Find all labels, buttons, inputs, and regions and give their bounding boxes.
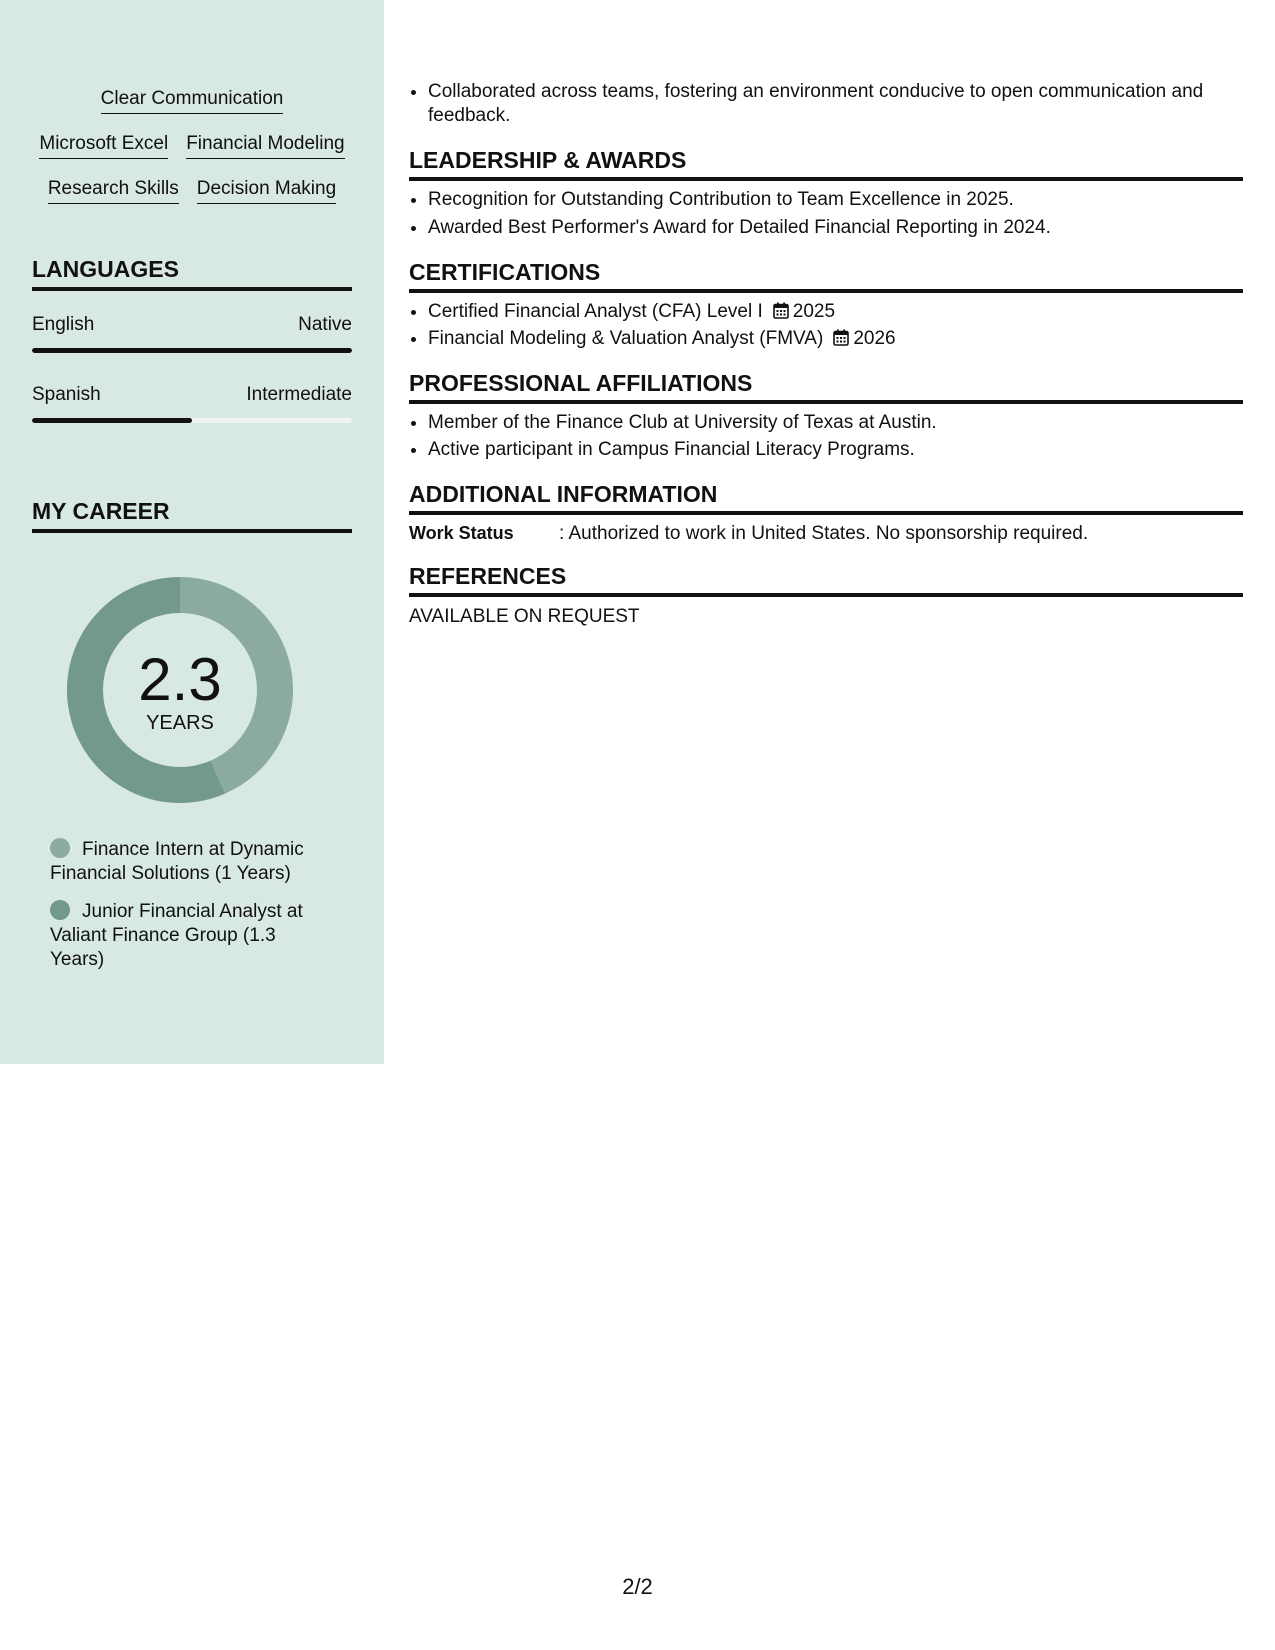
language-bar [32, 418, 352, 423]
career-legend-item [50, 838, 320, 886]
references-heading: REFERENCES [409, 563, 1243, 597]
legend-dot-icon [50, 838, 70, 858]
language-english [32, 314, 352, 353]
language-bar-fill [32, 418, 192, 423]
references-text: AVAILABLE ON REQUEST [409, 606, 640, 627]
language-bar [32, 348, 352, 353]
language-level: Intermediate [246, 384, 352, 405]
affiliation-item: • Active participant in Campus Financial Literacy Programs. [428, 438, 1243, 462]
work-status-row [409, 523, 1243, 545]
additional-heading: ADDITIONAL INFORMATION [409, 481, 1243, 515]
legend-dot-icon [50, 900, 70, 920]
skills-row-1 [32, 88, 352, 114]
certifications-heading: CERTIFICATIONS [409, 259, 1243, 293]
certification-year: 2026 [853, 328, 896, 349]
career-legend-item [50, 900, 320, 972]
language-name: English [32, 314, 95, 335]
calendar-icon [833, 329, 849, 346]
affiliations-list [409, 411, 1243, 462]
work-status-label: Work Status [409, 523, 514, 543]
career-total-years: 2.3 [138, 645, 222, 713]
language-spanish [32, 384, 352, 423]
calendar-icon [773, 302, 789, 319]
skill-chip[interactable]: Financial Modeling [186, 133, 344, 159]
work-status-value: : Authorized to work in United States. No sponsorship required. [559, 523, 1089, 544]
certification-item [428, 300, 1243, 324]
skill-chip[interactable]: Clear Communication [101, 88, 284, 114]
leadership-item: • Recognition for Outstanding Contribution to Team Excellence in 2025. [428, 188, 1243, 212]
career-total-unit: YEARS [146, 711, 214, 734]
language-name: Spanish [32, 384, 101, 405]
experience-bullet: • Collaborated across teams, fostering an environment conducive to open communication and feedback. [428, 80, 1243, 128]
certification-year: 2025 [792, 301, 836, 322]
certifications-list [409, 300, 1243, 351]
skill-chip[interactable]: Decision Making [197, 178, 336, 204]
certification-name: Certified Financial Analyst (CFA) Level I [428, 301, 763, 322]
leadership-heading: LEADERSHIP & AWARDS [409, 147, 1243, 181]
skill-chip[interactable]: Microsoft Excel [39, 133, 168, 159]
career-legend-label: Finance Intern at Dynamic Financial Solutions (1 Years) [50, 839, 304, 884]
leadership-item: • Awarded Best Performer's Award for Detailed Financial Reporting in 2024. [428, 216, 1243, 240]
skill-chip[interactable]: Research Skills [48, 178, 179, 204]
languages-heading: LANGUAGES [32, 256, 352, 291]
donut-center [67, 577, 293, 803]
affiliation-item: • Member of the Finance Club at University of Texas at Austin. [428, 411, 1243, 435]
language-level: Native [298, 314, 352, 335]
page-number: 2/2 [622, 1574, 653, 1599]
certification-item [428, 327, 1243, 351]
skills-row-2 [32, 133, 352, 159]
affiliations-heading: PROFESSIONAL AFFILIATIONS [409, 370, 1243, 404]
certification-name: Financial Modeling & Valuation Analyst (FMVA) [428, 328, 824, 349]
sidebar [0, 0, 384, 1064]
experience-bullets [409, 80, 1243, 128]
career-heading: MY CAREER [32, 498, 352, 533]
skills-row-3 [32, 178, 352, 204]
language-bar-fill [32, 348, 352, 353]
leadership-list [409, 188, 1243, 240]
career-donut-chart [67, 577, 293, 803]
career-legend-label: Junior Financial Analyst at Valiant Finance Group (1.3 Years) [50, 901, 303, 970]
